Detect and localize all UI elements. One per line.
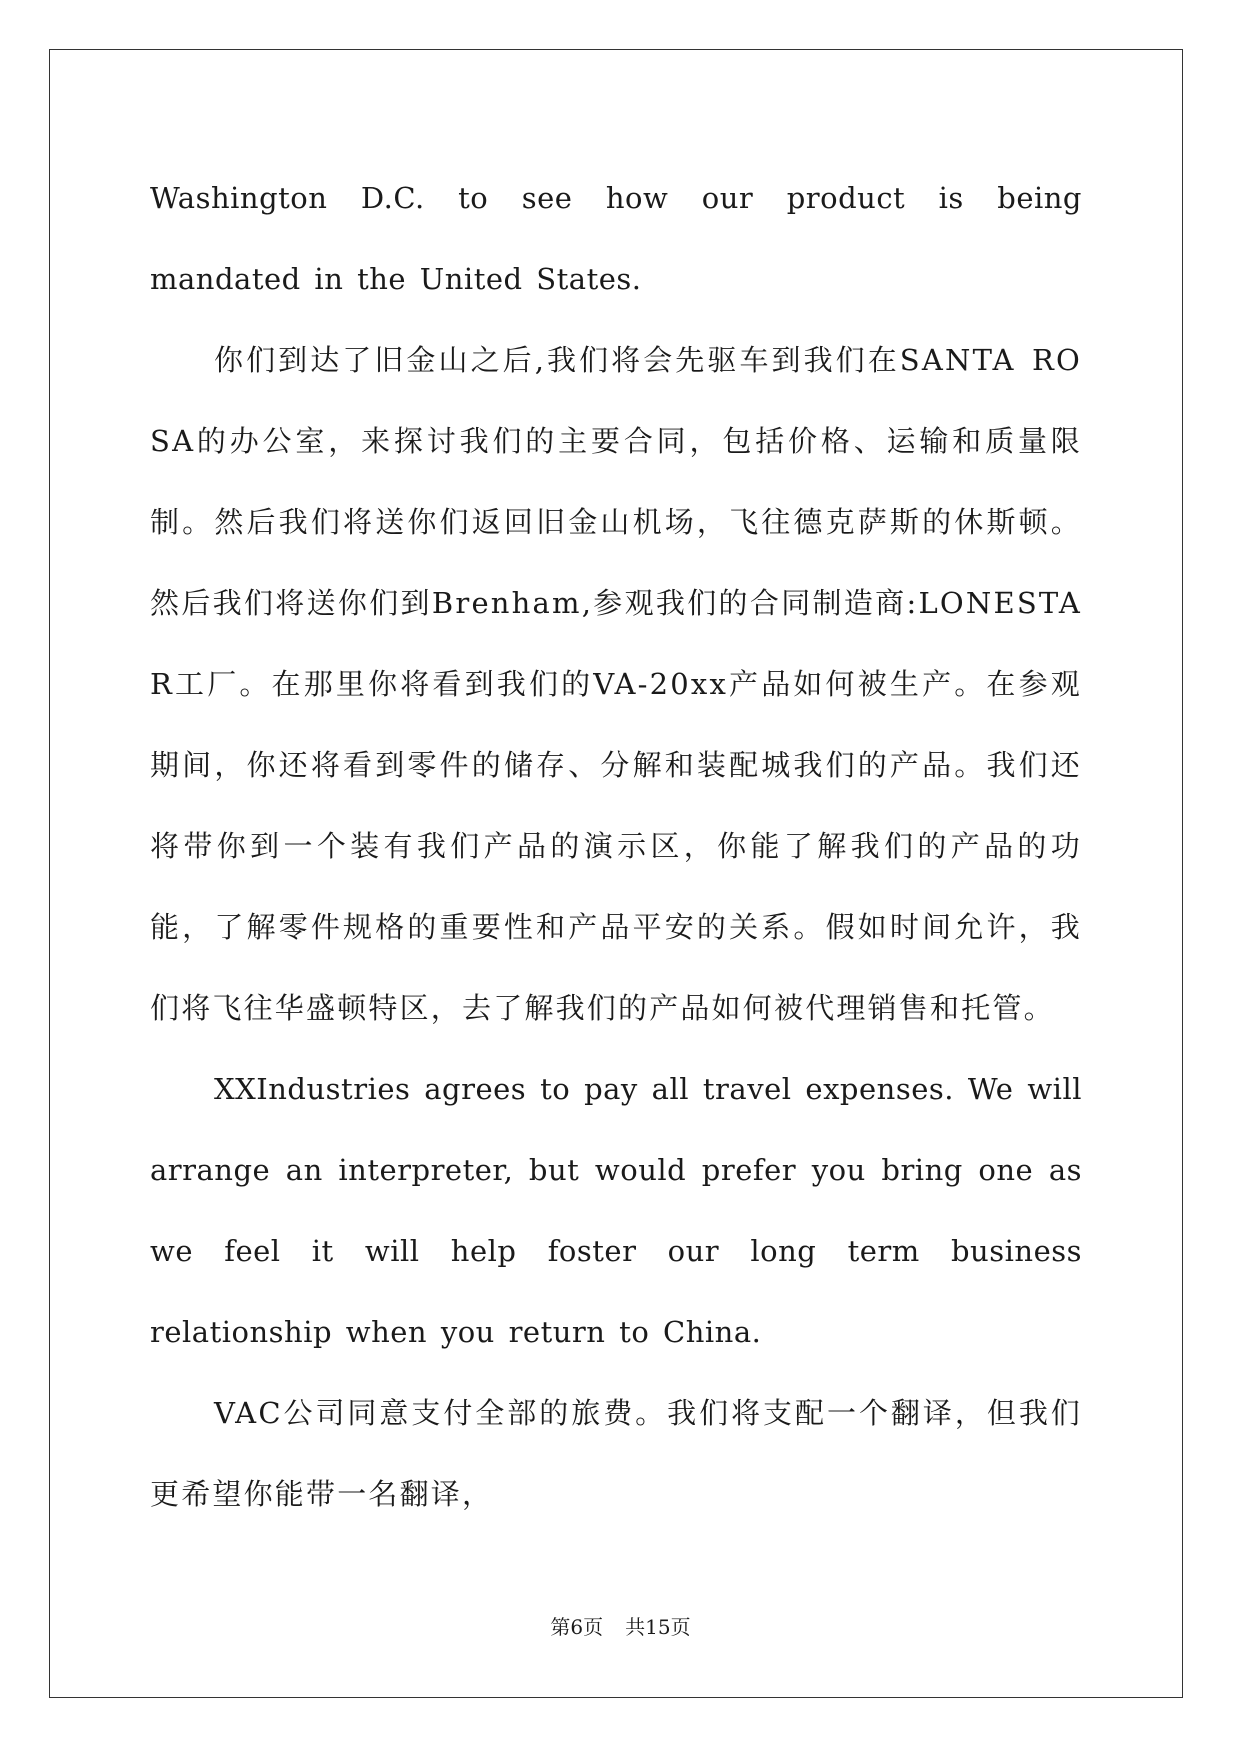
paragraph-chinese-expenses: VAC公司同意支付全部的旅费。我们将支配一个翻译，但我们更希望你能带一名翻译， <box>150 1396 1082 1511</box>
paragraph-chinese-itinerary: 你们到达了旧金山之后,我们将会先驱车到我们在SANTA ROSA的办公室，来探讨我们的主要合同，包括价格、运输和质量限制。然后我们将送你们返回旧金山机场，飞往德克萨斯的休斯顿。然后我们将送你们到Brenham,参观我们的合同制造商:LONESTAR工厂。在那里你将看到我们的VA-20xx产品如何被生产。在参观期间，你还将看到零件的储存、分解和装配城我们的产品。我们还将带你到一个装有我们产品的演示区，你能了解我们的产品的功能，了解零件规格的重要性和产品平安的关系。假如时间允许，我们将飞往华盛顿特区，去了解我们的产品如何被代理销售和托管。 <box>150 343 1082 1025</box>
paragraph-english-expenses: XXIndustries agrees to pay all travel expenses. We will arrange an interpreter, but would prefer you bring one as we feel it will help foster our long term business relationship when you return to China. <box>150 1072 1082 1349</box>
paragraph-english-intro: Washington D.C. to see how our product is being mandated in the United States. <box>150 181 1082 296</box>
page-number: 第6页 <box>550 1615 604 1639</box>
document-body <box>150 158 1082 1535</box>
page-total: 共15页 <box>625 1615 691 1639</box>
page-footer <box>0 1611 1241 1640</box>
